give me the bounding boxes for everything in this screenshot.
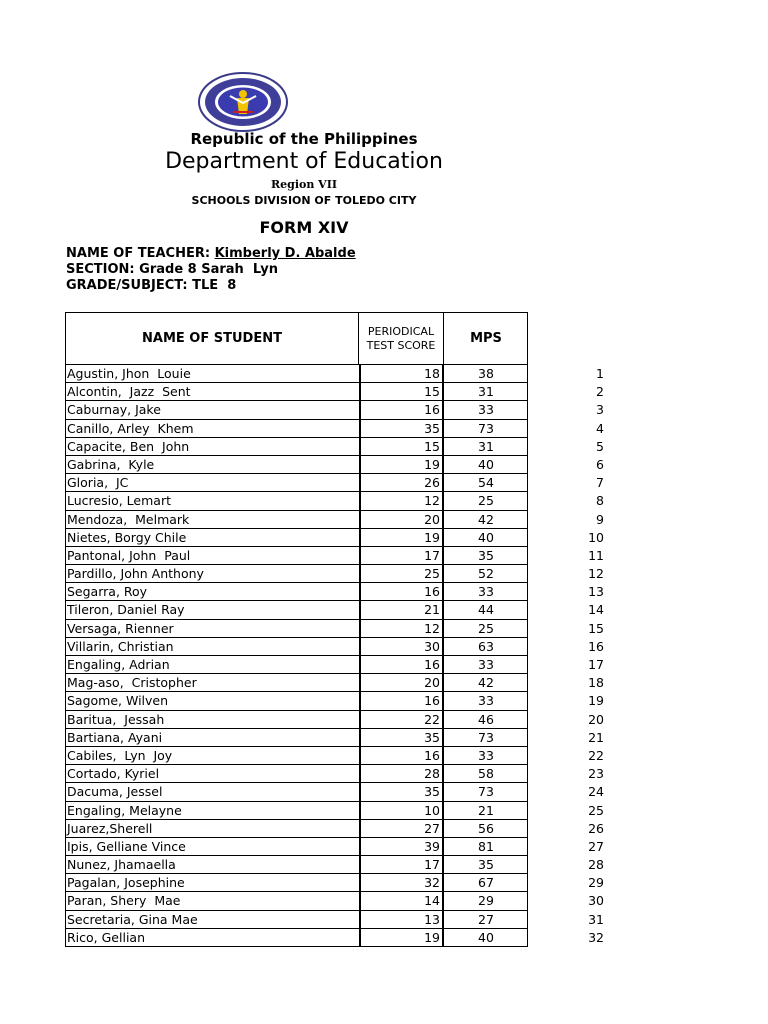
- mps-value: 73: [478, 420, 494, 436]
- row-number: 24: [588, 784, 604, 800]
- row-number: 17: [588, 657, 604, 672]
- student-name: Gloria, JC: [67, 475, 129, 491]
- test-score: 26: [359, 474, 444, 491]
- student-name: Mendoza, Melmark: [67, 511, 190, 527]
- table-row: [66, 638, 604, 656]
- table-row: [66, 765, 604, 783]
- row-number: 30: [588, 893, 604, 909]
- table-row: [66, 911, 604, 929]
- teacher-label: NAME OF TEACHER:: [66, 246, 215, 261]
- mps-value: 42: [478, 511, 494, 527]
- table-row: [66, 547, 604, 565]
- table-row: [66, 674, 604, 692]
- teacher-name: Kimberly D. Abalde: [214, 246, 356, 261]
- row-number: 16: [588, 638, 604, 654]
- student-name: Gabrina, Kyle: [67, 456, 155, 472]
- test-score: 35: [359, 729, 444, 746]
- row-number: 23: [588, 766, 604, 782]
- test-score: 16: [359, 692, 444, 709]
- mps-value: 31: [478, 384, 494, 400]
- student-name: Cabiles, Lyn Joy: [67, 747, 173, 763]
- table-row: [66, 565, 604, 583]
- row-number: 32: [588, 929, 604, 945]
- table-row: [66, 747, 604, 765]
- student-name: Mag-aso, Cristopher: [67, 675, 197, 691]
- row-number: 14: [588, 602, 604, 618]
- section-line: [66, 262, 278, 278]
- table-row: [66, 383, 604, 401]
- mps-value: 73: [478, 784, 494, 800]
- table-row: [66, 511, 604, 529]
- subject-label: GRADE/SUBJECT:: [66, 278, 193, 293]
- test-score: 20: [359, 511, 444, 528]
- division-label: SCHOOLS DIVISION OF TOLEDO CITY: [191, 194, 417, 207]
- mps-value: 33: [478, 657, 494, 672]
- mps-value: 33: [478, 747, 494, 763]
- row-number: 27: [588, 838, 604, 854]
- student-name: Alcontin, Jazz Sent: [67, 384, 191, 400]
- mps-value: 56: [478, 820, 494, 836]
- mps-value: 21: [478, 802, 494, 818]
- section-value: Grade 8 Sarah Lyn: [139, 262, 278, 277]
- table-row: [66, 474, 604, 492]
- test-score: 15: [359, 383, 444, 400]
- test-score: 16: [359, 747, 444, 764]
- row-number: 12: [588, 566, 604, 582]
- row-number: 2: [596, 384, 604, 400]
- row-number: 9: [596, 511, 604, 527]
- row-number: 3: [596, 402, 604, 418]
- mps-value: 63: [478, 638, 494, 654]
- test-score: 18: [359, 365, 444, 382]
- col-mps-header: MPS: [470, 331, 502, 346]
- row-number: 19: [588, 693, 604, 709]
- mps-value: 81: [478, 838, 494, 854]
- subject-line: [66, 278, 236, 294]
- mps-value: 40: [478, 929, 494, 945]
- test-score: 35: [359, 783, 444, 800]
- table-row: [66, 583, 604, 601]
- mps-value: 33: [478, 584, 494, 600]
- student-name: Tileron, Daniel Ray: [67, 602, 185, 618]
- test-score: 39: [359, 838, 444, 855]
- student-name: Pagalan, Josephine: [67, 875, 185, 891]
- row-number: 26: [588, 820, 604, 836]
- test-score: 19: [359, 929, 444, 946]
- row-number: 4: [596, 420, 604, 436]
- score-header-line1: PERIODICAL: [367, 324, 435, 338]
- table-row: [66, 874, 604, 892]
- mps-value: 35: [478, 547, 494, 563]
- table-row: [66, 365, 604, 383]
- student-name: Baritua, Jessah: [67, 711, 165, 727]
- mps-value: 40: [478, 529, 494, 545]
- student-name: Lucresio, Lemart: [67, 493, 171, 509]
- table-row: [66, 456, 604, 474]
- student-name: Cortado, Kyriel: [67, 766, 160, 782]
- student-name: Caburnay, Jake: [67, 402, 161, 418]
- student-name: Segarra, Roy: [67, 584, 148, 600]
- student-name: Rico, Gellian: [67, 929, 146, 945]
- deped-seal-icon: [197, 72, 289, 132]
- student-name: Bartiana, Ayani: [67, 729, 163, 745]
- table-header: [65, 312, 528, 365]
- row-number: 28: [588, 857, 604, 873]
- table-row: [66, 711, 604, 729]
- student-name: Engaling, Melayne: [67, 802, 182, 818]
- mps-value: 40: [478, 456, 494, 472]
- republic-title: Republic of the Philippines: [190, 130, 418, 148]
- mps-value: 54: [478, 475, 494, 491]
- test-score: 14: [359, 892, 444, 909]
- col-student-header: NAME OF STUDENT: [66, 313, 359, 364]
- row-number: 1: [596, 366, 604, 381]
- table-row: [66, 838, 604, 856]
- test-score: 12: [359, 620, 444, 637]
- table-row: [66, 729, 604, 747]
- mps-value: 46: [478, 711, 494, 727]
- table-row: [66, 656, 604, 674]
- table-row: [66, 401, 604, 419]
- table-row: [66, 783, 604, 801]
- student-name: Juarez,Sherell: [67, 820, 153, 836]
- student-name: Pardillo, John Anthony: [67, 566, 204, 582]
- row-number: 13: [588, 584, 604, 600]
- student-name: Paran, Shery Mae: [67, 893, 181, 909]
- table-row: [66, 601, 604, 619]
- mps-value: 58: [478, 766, 494, 782]
- mps-value: 35: [478, 857, 494, 873]
- row-number: 29: [588, 875, 604, 891]
- mps-value: 31: [478, 438, 494, 454]
- test-score: 30: [359, 638, 444, 655]
- mps-value: 73: [478, 729, 494, 745]
- mps-value: 25: [478, 493, 494, 509]
- test-score: 22: [359, 711, 444, 728]
- test-score: 17: [359, 856, 444, 873]
- table-row: [66, 438, 604, 456]
- student-name: Sagome, Wilven: [67, 693, 169, 709]
- row-number: 7: [596, 475, 604, 491]
- mps-value: 33: [478, 402, 494, 418]
- student-name: Nunez, Jhamaella: [67, 857, 176, 873]
- mps-value: 29: [478, 893, 494, 909]
- row-number: 25: [588, 802, 604, 818]
- form-title: FORM XIV: [259, 218, 349, 237]
- row-number: 20: [588, 711, 604, 727]
- test-score: 15: [359, 438, 444, 455]
- mps-value: 44: [478, 602, 494, 618]
- table-row: [66, 420, 604, 438]
- student-name: Dacuma, Jessel: [67, 784, 163, 800]
- table-row: [66, 820, 604, 838]
- mps-value: 25: [478, 620, 494, 636]
- test-score: 16: [359, 656, 444, 673]
- student-name: Secretaria, Gina Mae: [67, 911, 198, 927]
- test-score: 28: [359, 765, 444, 782]
- table-row: [66, 620, 604, 638]
- test-score: 16: [359, 583, 444, 600]
- student-name: Canillo, Arley Khem: [67, 420, 194, 436]
- student-name: Capacite, Ben John: [67, 438, 190, 454]
- section-label: SECTION:: [66, 262, 140, 277]
- row-number: 8: [596, 493, 604, 509]
- region-label: Region VII: [271, 178, 337, 191]
- student-name: Versaga, Rienner: [67, 620, 174, 636]
- score-header-line2: TEST SCORE: [366, 338, 436, 352]
- test-score: 13: [359, 911, 444, 928]
- table-row: [66, 802, 604, 820]
- row-number: 21: [588, 729, 604, 745]
- table-row: [66, 856, 604, 874]
- test-score: 16: [359, 401, 444, 418]
- test-score: 10: [359, 802, 444, 819]
- mps-value: 33: [478, 693, 494, 709]
- row-number: 5: [596, 438, 604, 454]
- row-number: 31: [588, 911, 604, 927]
- mps-value: 38: [478, 366, 494, 381]
- test-score: 25: [359, 565, 444, 582]
- row-number: 22: [588, 747, 604, 763]
- student-table-body: [65, 365, 604, 947]
- test-score: 27: [359, 820, 444, 837]
- department-title: Department of Education: [165, 149, 443, 174]
- row-number: 10: [588, 529, 604, 545]
- col-score-header: [359, 313, 444, 364]
- teacher-line: [66, 246, 356, 262]
- test-score: 20: [359, 674, 444, 691]
- table-row: [66, 492, 604, 510]
- table-row: [66, 529, 604, 547]
- row-number: 11: [588, 547, 604, 563]
- test-score: 32: [359, 874, 444, 891]
- student-name: Engaling, Adrian: [67, 657, 170, 672]
- mps-value: 27: [478, 911, 494, 927]
- table-row: [66, 892, 604, 910]
- subject-value: TLE 8: [192, 278, 237, 293]
- test-score: 35: [359, 420, 444, 437]
- row-number: 15: [588, 620, 604, 636]
- row-number: 18: [588, 675, 604, 691]
- mps-value: 67: [478, 875, 494, 891]
- test-score: 21: [359, 601, 444, 618]
- mps-value: 42: [478, 675, 494, 691]
- table-row: [66, 692, 604, 710]
- student-name: Nietes, Borgy Chile: [67, 529, 187, 545]
- test-score: 19: [359, 529, 444, 546]
- mps-value: 52: [478, 566, 494, 582]
- student-name: Pantonal, John Paul: [67, 547, 191, 563]
- test-score: 17: [359, 547, 444, 564]
- table-row: [66, 929, 604, 947]
- row-number: 6: [596, 456, 604, 472]
- test-score: 19: [359, 456, 444, 473]
- student-name: Ipis, Gelliane Vince: [67, 838, 186, 854]
- test-score: 12: [359, 492, 444, 509]
- student-name: Agustin, Jhon Louie: [67, 366, 191, 381]
- student-name: Villarin, Christian: [67, 638, 174, 654]
